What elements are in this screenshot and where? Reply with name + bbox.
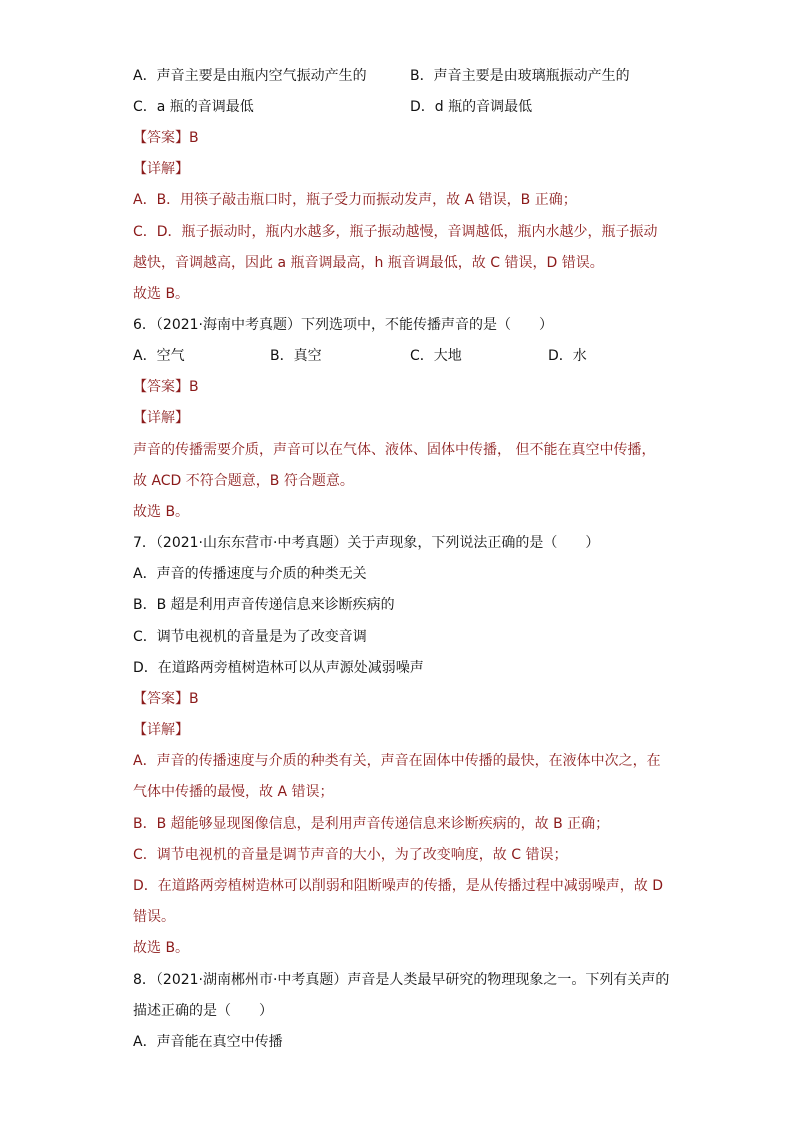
q7-detail-line: A．声音的传播速度与介质的种类有关，声音在固体中传播的最快，在液体中次之，在 [133, 753, 661, 769]
q6-option-b: B．真空 [270, 348, 322, 364]
q7-detail-line: B．B 超能够显现图像信息，是利用声音传递信息来诊断疾病的，故 B 正确； [133, 816, 610, 832]
q7-detail-header: 【详解】 [133, 722, 189, 738]
q7-detail-line: D．在道路两旁植树造林可以削弱和阻断噪声的传播，是从传播过程中减弱噪声，故 D [133, 878, 664, 894]
q7-answer: 【答案】B [133, 691, 199, 707]
q6-conclusion: 故选 B。 [133, 504, 190, 520]
q6-detail-line: 故 ACD 不符合题意，B 符合题意。 [133, 473, 354, 489]
q7-option-a: A．声音的传播速度与介质的种类无关 [133, 566, 367, 582]
q6-answer: 【答案】B [133, 379, 199, 395]
q5-detail-header: 【详解】 [133, 161, 189, 177]
q5-option-c: C．a 瓶的音调最低 [133, 99, 254, 115]
q5-option-d: D．d 瓶的音调最低 [410, 99, 533, 115]
q7-detail-line: 气体中传播的最慢，故 A 错误； [133, 784, 334, 800]
q5-detail-line: C．D．瓶子振动时，瓶内水越多，瓶子振动越慢，音调越低，瓶内水越少，瓶子振动 [133, 224, 658, 240]
q7-detail-line: 错误。 [133, 909, 175, 925]
q7-option-b: B．B 超是利用声音传递信息来诊断疾病的 [133, 597, 395, 613]
q7-stem: 7．（2021·山东东营市·中考真题）关于声现象，下列说法正确的是（ ） [133, 535, 600, 551]
q7-option-c: C．调节电视机的音量是为了改变音调 [133, 629, 367, 645]
q6-detail-line: 声音的传播需要介质，声音可以在气体、液体、固体中传播， 但不能在真空中传播， [133, 442, 656, 458]
q6-option-d: D．水 [548, 348, 587, 364]
q6-detail-header: 【详解】 [133, 410, 189, 426]
q6-stem: 6．（2021·海南中考真题）下列选项中，不能传播声音的是（ ） [133, 317, 553, 333]
q7-option-d: D．在道路两旁植树造林可以从声源处减弱噪声 [133, 660, 424, 676]
q6-option-c: C．大地 [410, 348, 462, 364]
q6-option-a: A．空气 [133, 348, 185, 364]
q7-conclusion: 故选 B。 [133, 940, 190, 956]
q8-option-a: A．声音能在真空中传播 [133, 1034, 283, 1050]
q8-stem-line-2: 描述正确的是（ ） [133, 1003, 273, 1019]
q5-answer: 【答案】B [133, 130, 199, 146]
q5-option-b: B．声音主要是由玻璃瓶振动产生的 [410, 68, 630, 84]
q5-detail-line: 越快，音调越高，因此 a 瓶音调最高，h 瓶音调最低，故 C 错误，D 错误。 [133, 255, 604, 271]
q5-conclusion: 故选 B。 [133, 286, 190, 302]
q5-option-a: A．声音主要是由瓶内空气振动产生的 [133, 68, 367, 84]
q8-stem-line-1: 8．（2021·湖南郴州市·中考真题）声音是人类最早研究的物理现象之一。下列有关声的 [133, 972, 670, 988]
q7-detail-line: C．调节电视机的音量是调节声音的大小，为了改变响度，故 C 错误； [133, 847, 568, 863]
q5-detail-line: A．B．用筷子敲击瓶口时，瓶子受力而振动发声，故 A 错误，B 正确； [133, 192, 577, 208]
